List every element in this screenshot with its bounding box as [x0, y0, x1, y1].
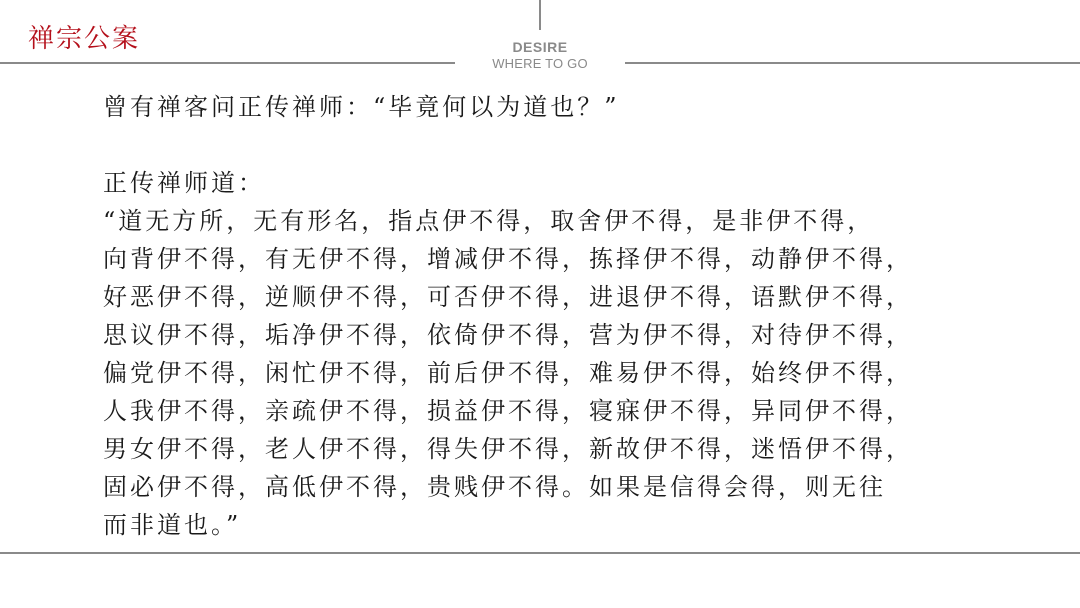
- answer-line: 思议伊不得，垢净伊不得，依倚伊不得，营为伊不得，对待伊不得，: [103, 321, 913, 349]
- brand-tagline: WHERE TO GO: [492, 56, 588, 71]
- answer-line: 而非道也。”: [103, 511, 242, 539]
- header-tick: [539, 0, 541, 30]
- slide-body: [103, 88, 1053, 544]
- question-text: 曾有禅客问正传禅师：“毕竟何以为道也？”: [103, 93, 620, 121]
- header-divider-left: [0, 62, 455, 64]
- answer-line: 偏党伊不得，闲忙伊不得，前后伊不得，难易伊不得，始终伊不得，: [103, 359, 913, 387]
- answer-line: 人我伊不得，亲疏伊不得，损益伊不得，寝寐伊不得，异同伊不得，: [103, 397, 913, 425]
- answer-line: “道无方所，无有形名，指点伊不得，取舍伊不得，是非伊不得，: [103, 207, 875, 235]
- brand-logo: [470, 40, 610, 70]
- answer-line: 向背伊不得，有无伊不得，增减伊不得，拣择伊不得，动静伊不得，: [103, 245, 913, 273]
- brand-name: DESIRE: [512, 39, 568, 55]
- answer-line: 好恶伊不得，逆顺伊不得，可否伊不得，进退伊不得，语默伊不得，: [103, 283, 913, 311]
- answer-line: 固必伊不得，高低伊不得，贵贱伊不得。如果是信得会得，则无往: [103, 473, 886, 501]
- slide-title: 禅宗公案: [28, 24, 141, 54]
- answer-intro: 正传禅师道：: [103, 169, 265, 197]
- answer-line: 男女伊不得，老人伊不得，得失伊不得，新故伊不得，迷悟伊不得，: [103, 435, 913, 463]
- header-divider-right: [625, 62, 1080, 64]
- footer-divider: [0, 552, 1080, 554]
